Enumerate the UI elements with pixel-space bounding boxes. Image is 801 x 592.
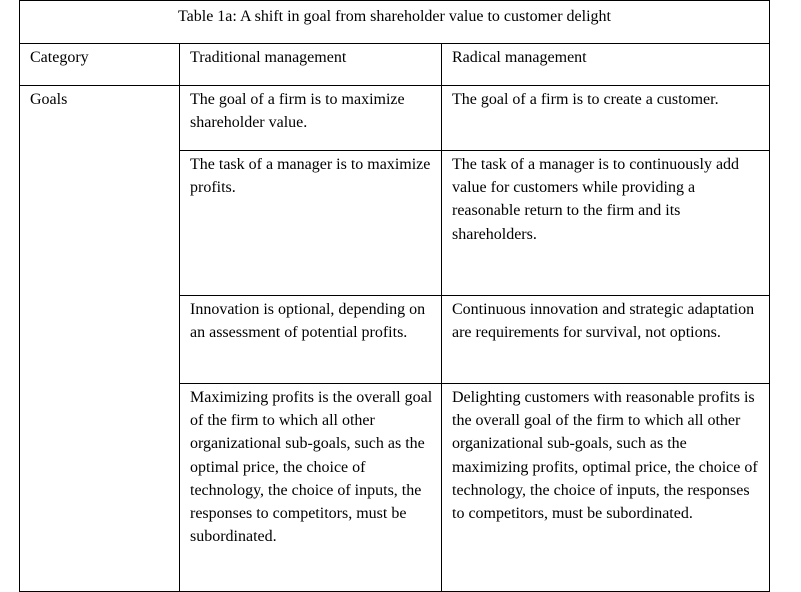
table-row bbox=[20, 86, 770, 151]
traditional-cell: The goal of a firm is to maximize shareholder value. bbox=[180, 86, 442, 151]
radical-cell: Delighting customers with reasonable profits is the overall goal of the firm to which all other organizational sub-goals, such as the maximizing profits, optimal price, the choice of technology, the choice of inputs, the responses to competitors, must be subordinated. bbox=[442, 384, 770, 592]
category-goals-cell: Goals bbox=[20, 86, 180, 592]
traditional-cell: Maximizing profits is the overall goal of the firm to which all other organizational sub-goals, such as the optimal price, the choice of technology, the choice of inputs, the responses to competitors, must be subordinated. bbox=[180, 384, 442, 592]
header-traditional: Traditional management bbox=[180, 44, 442, 86]
header-category: Category bbox=[20, 44, 180, 86]
table-header-row bbox=[20, 44, 770, 86]
traditional-cell: Innovation is optional, depending on an assessment of potential profits. bbox=[180, 296, 442, 384]
table-caption: Table 1a: A shift in goal from shareholder value to customer delight bbox=[20, 1, 770, 44]
header-radical: Radical management bbox=[442, 44, 770, 86]
traditional-cell: The task of a manager is to maximize profits. bbox=[180, 151, 442, 296]
goals-comparison-table bbox=[19, 0, 770, 592]
table-caption-row bbox=[20, 1, 770, 44]
radical-cell: Continuous innovation and strategic adaptation are requirements for survival, not options. bbox=[442, 296, 770, 384]
radical-cell: The goal of a firm is to create a customer. bbox=[442, 86, 770, 151]
radical-cell: The task of a manager is to continuously add value for customers while providing a reasonable return to the firm and its shareholders. bbox=[442, 151, 770, 296]
